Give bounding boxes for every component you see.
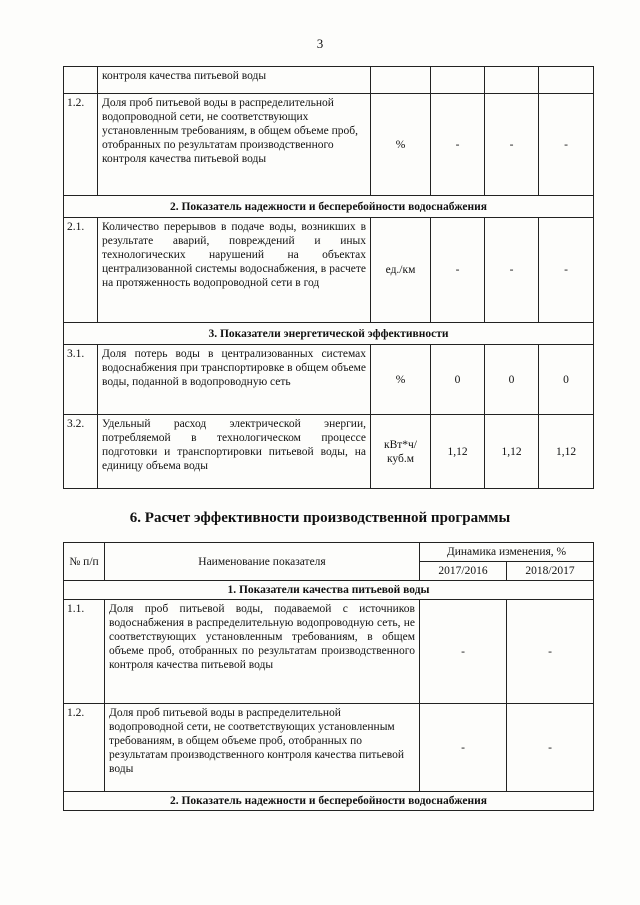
section-heading: 6. Расчет эффективности производственной программы: [129, 510, 511, 526]
table-row: [64, 600, 594, 704]
row-value: -: [420, 600, 507, 704]
efficiency-table: [63, 542, 594, 811]
row-value: 1,12: [539, 415, 594, 489]
row-value: -: [539, 94, 594, 196]
row-unit: %: [371, 94, 431, 196]
row-number: 3.1.: [64, 345, 98, 415]
table-row: [64, 704, 594, 792]
section-row: [64, 792, 594, 811]
section-title: 1. Показатели качества питьевой воды: [64, 581, 594, 600]
row-description: Удельный расход электрической энергии, потребляемой в технологическом процессе подготовки и транспортировки питьевой воды, на единицу объема воды: [98, 415, 371, 489]
row-value: 1,12: [485, 415, 539, 489]
row-description: Доля проб питьевой воды, подаваемой с источников водоснабжения в распределительную водопроводную сеть, не соответствующих установленным требованиям, в общем объеме проб, отобранных по результатам производственного контроля качества питьевой воды: [105, 600, 420, 704]
row-unit: кВт*ч/ куб.м: [371, 415, 431, 489]
row-value: 0: [485, 345, 539, 415]
row-value: 0: [539, 345, 594, 415]
section-title: 3. Показатели энергетической эффективности: [64, 323, 594, 345]
row-value: 0: [431, 345, 485, 415]
header-num: № п/п: [64, 543, 105, 581]
row-number: 3.2.: [64, 415, 98, 489]
table-row: [64, 345, 594, 415]
row-value: -: [507, 704, 594, 792]
row-number: 1.2.: [64, 94, 98, 196]
section-title: 2. Показатель надежности и бесперебойности водоснабжения: [64, 792, 594, 811]
row-description: Количество перерывов в подаче воды, возникших в результате аварий, повреждений и иных технологических нарушений на объектах централизованной системы водоснабжения, в расчете на протяженность водопроводной сети в год: [98, 218, 371, 323]
row-value: -: [420, 704, 507, 792]
row-unit: %: [371, 345, 431, 415]
indicators-table: [63, 66, 594, 489]
section-row: [64, 323, 594, 345]
section-title: 2. Показатель надежности и бесперебойности водоснабжения: [64, 196, 594, 218]
page-number: 3: [316, 36, 324, 51]
table-row: [64, 67, 594, 94]
row-value: -: [485, 218, 539, 323]
header-row: [64, 543, 594, 562]
table-row: [64, 218, 594, 323]
row-number: [64, 67, 98, 94]
table-row: [64, 94, 594, 196]
table-row: [64, 415, 594, 489]
row-number: 1.2.: [64, 704, 105, 792]
header-dynamics: Динамика изменения, %: [420, 543, 594, 562]
section-row: [64, 581, 594, 600]
row-value: -: [431, 218, 485, 323]
header-year: 2017/2016: [420, 562, 507, 581]
row-unit: [371, 67, 431, 94]
section-row: [64, 196, 594, 218]
row-description: Доля проб питьевой воды в распределительной водопроводной сети, не соответствующих установленным требованиям, в общем объеме проб, отобранных по результатам производственного контроля качества питьевой воды: [105, 704, 420, 792]
row-number: 1.1.: [64, 600, 105, 704]
row-description: Доля потерь воды в централизованных системах водоснабжения при транспортировке в общем объеме воды, поданной в водопроводную сеть: [98, 345, 371, 415]
row-description: контроля качества питьевой воды: [98, 67, 371, 94]
row-value: -: [431, 94, 485, 196]
row-value: -: [539, 218, 594, 323]
row-number: 2.1.: [64, 218, 98, 323]
header-name: Наименование показателя: [105, 543, 420, 581]
row-value: -: [507, 600, 594, 704]
row-value: 1,12: [431, 415, 485, 489]
row-value: -: [485, 94, 539, 196]
row-unit: ед./км: [371, 218, 431, 323]
row-description: Доля проб питьевой воды в распределительной водопроводной сети, не соответствующих установленным требованиям, в общем объеме проб, отобранных по результатам производственного контроля качества питьевой воды: [98, 94, 371, 196]
header-year: 2018/2017: [507, 562, 594, 581]
